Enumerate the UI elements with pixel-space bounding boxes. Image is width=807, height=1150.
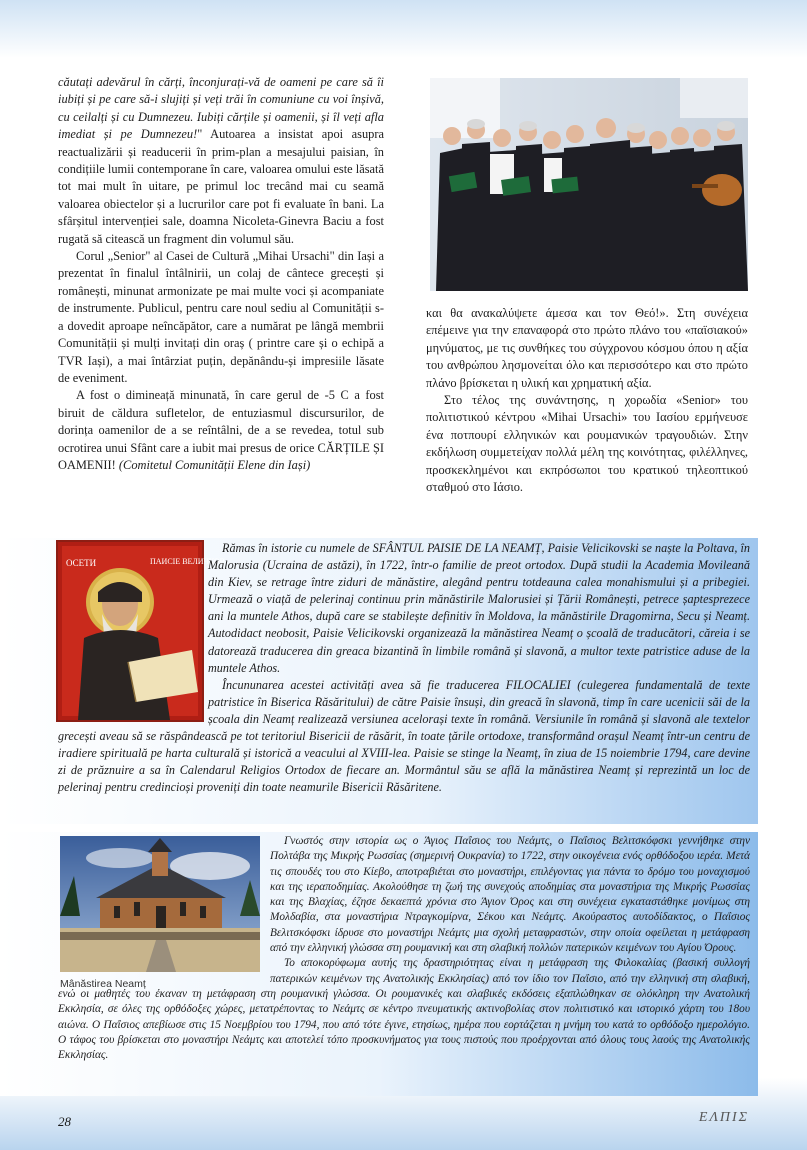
icon-inscription-right: ПАИСІЕ ВЕЛИЧКОВ [150,557,225,566]
saint-paisie-romanian-text [58,540,750,796]
article-credit: (Comitetul Comunității Elene din Iași) [118,457,311,472]
greek-box-paragraph-2: Το αποκορύφωμα αυτής της δραστηριότητας είναι η μετάφραση της Φιλοκαλίας (βασική συλλογή πατερικών κειμένων της Ανατολικής Εκκλησίας) από τον ίδιο τον Παΐσιο, από την ελληνική στη σλαβική, ενώ οι μαθητές του έκαναν τη μετάφραση στη ρουμανική γλώσσα. Οι ρουμανικές και σλαβικές εκδόσεις εξαπλώθηκαν σε ολόκληρη την Ανατολική Εκκλησία, σε όλες της ορθόδοξες χώρες, μετατρέποντας το Νεάμτς σε κέντρο πνευματικής ακτινοβολίας στον πολιτιστικό και ιστορικό χάρτη του 18ου αιώνα. Ο Παΐσιος απεβίωσε στις 15 Νοεμβρίου του 1794, που από τότε έγινε, ετησίως, ημέρα που εορτάζεται η μνήμη του κατά το ορθόδοξο ημερολόγιο. Ο τάφος του βρίσκεται στο μοναστήρι Νεάμτς και αποτελεί τόπο προσκυνήματος για τους πιστούς που προέρχονται από όλους τους λαούς της Ανατολικής Εκκλησίας. [58,957,750,1062]
monastery-photo-caption: Mânăstirea Neamț [60,978,146,990]
left-paragraph-3 [58,387,384,474]
page-number: 28 [58,1114,71,1129]
right-column-greek [426,305,748,496]
left-paragraph-1-rest: " Autoarea a insistat apoi asupra reactualizării și readucerii în prim-plan a mesajului paisian, în condițiile lumii contemporane în care, valoarea omului este lăsată tot mai mult în uitare, pe primul loc trecând mai cu seamă valoarea obiectelor și a lucrurilor care pot fi evaluate în bani. La sfârșitul intervenției sale, doamna Nicoleta-Ginevra Baciu a fost rugată să citească un fragment din volumul său. [58,127,384,246]
saint-romanian-paragraph-2: Încununarea acestei activități avea să fie traducerea FILOCALIEI (culegerea fundamentală de texte patristice în Biserica Răsăritului) de către Paisie însuși, din greacă în slavonă, timp în care ucenicii săi de la școala din Neamț realizează versiunea acelorași texte în română. Versiunile în română și slavonă ale textelor grecești aveau să se răspândească pe tot teritoriul Bisericii de răsărit, în toate țările ortodoxe, transformând orașul Neamț într-un centru de iradiere spirituală pe harta culturală și istorică a veacului al XVIII-lea. Paisie se stinge la Neamț, în ziua de 15 noiembrie 1794, care devine zi de prăznuire a sa în Calendarul Religios Ortodox de fiecare an. Mormântul său se află la mănăstirea Neamț și reprezintă un loc de pelerinaj pentru credincioși proveniți din toate neamurile Bisericii Răsăritene. [58,677,750,795]
left-column-romanian [58,74,384,474]
icon-inscription-left: ОСЕТИ [66,558,97,568]
saint-paisie-greek-text [58,834,750,1063]
choir-photo-image [430,78,748,291]
choir-photo [430,78,748,291]
left-paragraph-1 [58,74,384,248]
top-decorative-band [0,0,807,58]
running-head-elpis: ΕΛΠΙΣ [698,1110,749,1125]
left-paragraph-2: Corul „Senior" al Casei de Cultură „Mihai Ursachi" din Iași a prezentat în finalul întâlnirii, un colaj de cântece grecești și românești, minunat armonizate pe mai multe voci și acompaniate de instrumente. Publicul, pentru care noul sediu al Comunității s-a dovedit aproape neîncăpător, care a numărat pe lângă membrii Comunității și mulți invitați din oraș ( printre care și o echipă a TVR Iași), a mai întârziat puțin, depănându-și impresiile lăsate de eveniment. [58,249,384,385]
right-paragraph-1: και θα ανακαλύψετε άμεσα και τον Θεό!». Στη συνέχεια επέμεινε για την επαναφορά στο πρώτο πλάνο του «παϊσιακού» μηνύματος, με τις συνθήκες του σύγχρονου κόσμου όπου η αξία του ανθρώπου λησμονείται όλο και περισσότερο και στο πρώτο πλάνο βρίσκεται η υλική και χρηματική αξία. [426,306,748,390]
left-paragraph-3-text: A fost o dimineață minunată, în care gerul de -5 C a fost biruit de căldura sufletelor, de entuziasmul discursurilor, de dorința oamenilor de a se reîntâlni, de a se revedea, totul sub ocrotirea unui Sfânt care a iubit mai presus de orice CĂRȚILE ȘI OAMENII! [58,388,384,472]
greek-box-paragraph-1: Γνωστός στην ιστορία ως ο Άγιος Παΐσιος του Νεάμτς, ο Παΐσιος Βελιτσκόφσκι γεννήθηκε στην Πολτάβα της Μικρής Ρωσσίας (σημερινή Ουκρανία) το 1722, στην οικογένεια ενός ορθόδοξου ιερέα. Μετά τις σπουδές του στο Κίεβο, αποτραβιέται στο μοναστήρι, επιλέγοντας για πάντα το δρόμο του μοναχισμού και της ιεραποδημίας. Ακολούθησε τη ζωή της συνεχούς αποδημίας στα μοναστήρια της Μικρής Ρωσσίας και της Βλαχίας, έζησε δεκαεπτά χρόνια στο Άγιον Όρος και στη συνέχεια εγκαταστάθηκε μονίμως στη Μολδαβία, στα μοναστήρια Ντραγκομίρνα, Σέκου και Νεάμτς. Ακούραστος αυτοδίδακτος, ο Παΐσιος Βελιτσκόφσκι ίδρυσε στο μοναστήρι Νεάμτς μια σχολή μεταφραστών, στην οποία οφείλεται η μετάφραση από την ελληνική γλώσσα στη ρουμανική και στη σλαβική πολλών πατερικών κειμένων του Αγίου Όρους. [270,835,750,955]
saint-romanian-paragraph-1: Rămas în istorie cu numele de SFÂNTUL PAISIE DE LA NEAMȚ, Paisie Velicikovski se naște la Poltava, în Malorusia (Ucraina de astăzi), în 1722, într-o familie de preot ortodox. După studii la Academia Movileană din Kiev, se retrage între ziduri de mănăstire, alegând pentru totdeauna calea monahismului și a pribegiei. Urmează o viață de pelerinaj continuu prin mănăstirile Malorusiei și Țării Românești, petrece șaptesprezece ani la muntele Athos, după care se stabilește definitiv în Moldova, la mănăstirile Dragomirna, Secu și Neamț. Autodidact neobosit, Paisie Velicikovski organizează la mănăstirea Neamț o școală de traducători, căreia i se datorează traducerea din greaca bizantină în limbile română și slavonă, a multor texte patristice aduse de la muntele Athos. [208,541,750,675]
right-paragraph-2: Στο τέλος της συνάντησης, η χορωδία «Senior» του πολιτιστικού κέντρου «Mihai Ursachi» του Ιασίου ερμήνευσε ένα ποτπουρί ελληνικών και ρουμανικών τραγουδιών. Στην εκδήλωση συμμετείχαν πολλά μέλη της κοινότητας, φιλέλληνες, προσκεκλημένοι και εκπρόσωποι του κρατικού τηλεοπτικού σταθμού στο Ιάσιο. [426,393,748,495]
lead-quote: căutați adevărul în cărți, înconjurați-vă de oameni pe care să îi iubiți și pe care să-i slujiți și veți trăi în comuniune cu voi înșivă, cu ceilalți și cu Dumnezeu. Iubiți cărțile și oamenii, și îl veți afla imediat și pe Dumnezeu! [58,75,384,142]
